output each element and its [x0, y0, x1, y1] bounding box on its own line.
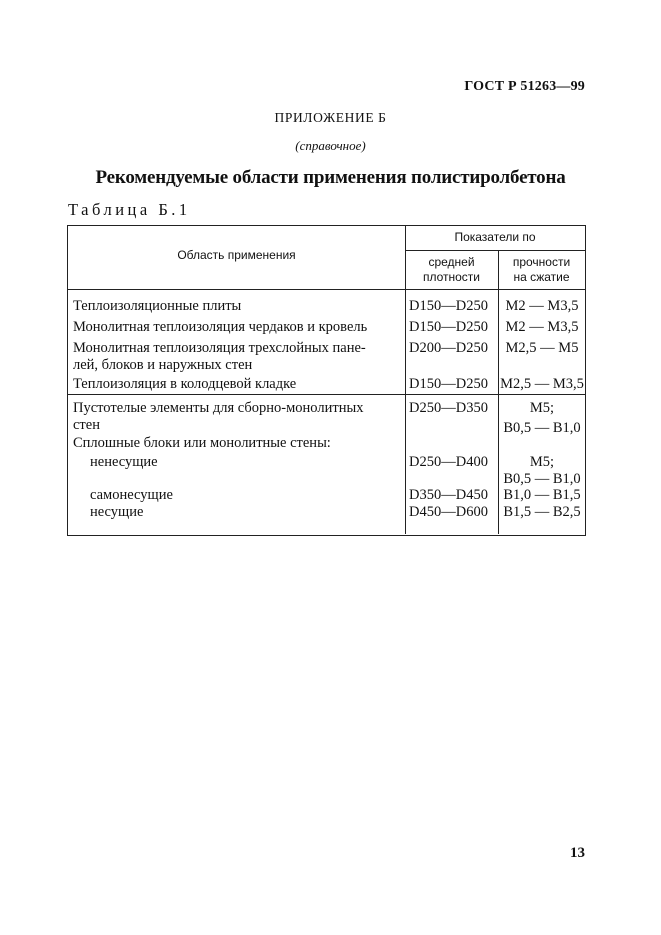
header-bottom-rule: [68, 289, 585, 290]
row-strength: М2 — М3,5: [505, 298, 579, 314]
standard-designation: ГОСТ Р 51263—99: [464, 79, 585, 94]
row-density: D250—D400: [409, 454, 488, 470]
row-strength: М2,5 — М3,5: [500, 376, 584, 392]
row-area-group: Сплошные блоки или монолитные стены:: [73, 435, 331, 451]
row-area: Теплоизоляция в колодцевой кладке: [73, 376, 297, 392]
row-strength: М5; В0,5 — В1,0: [503, 454, 581, 487]
row-strength: М2,5 — М5: [505, 340, 579, 356]
row-density: D250—D350: [409, 400, 488, 416]
row-area: самонесущие: [90, 487, 173, 503]
row-density: D350—D450: [409, 487, 488, 503]
row-area: несущие: [90, 504, 144, 520]
group-divider: [68, 394, 585, 395]
data-table: [67, 225, 586, 536]
row-density: D150—D250: [409, 376, 488, 392]
col-header-group: Показатели по: [454, 230, 536, 244]
row-area: Теплоизоляционные плиты: [73, 298, 242, 314]
row-strength: М5; В0,5 — В1,0: [503, 400, 581, 436]
column-divider-2: [498, 250, 499, 534]
row-strength: М2 — М3,5: [505, 319, 579, 335]
row-area: Монолитная теплоизоляция трехслойных пане- лей, блоков и наружных стен: [73, 340, 366, 373]
row-area: Монолитная теплоизоляция чердаков и кровель: [73, 319, 368, 335]
col-header-strength: прочности на сжатие: [512, 255, 571, 284]
row-strength: В1,5 — В2,5: [503, 504, 581, 520]
row-strength: В1,0 — В1,5: [503, 487, 581, 503]
row-density: D150—D250: [409, 319, 488, 335]
appendix-note: (справочное): [295, 138, 366, 153]
col-header-density: средней плотности: [422, 255, 481, 284]
document-title: Рекомендуемые области применения полистиролбетона: [95, 167, 566, 188]
appendix-label: ПРИЛОЖЕНИЕ Б: [274, 110, 387, 125]
row-density: D200—D250: [409, 340, 488, 356]
row-area: Пустотелые элементы для сборно-монолитных стен: [73, 400, 364, 433]
header-subdivider: [405, 250, 585, 251]
col-header-area: Область применения: [177, 248, 296, 262]
row-density: D150—D250: [409, 298, 488, 314]
row-density: D450—D600: [409, 504, 488, 520]
row-area: ненесущие: [90, 454, 158, 470]
page-number: 13: [570, 845, 585, 861]
table-caption: Таблица Б.1: [68, 200, 191, 219]
